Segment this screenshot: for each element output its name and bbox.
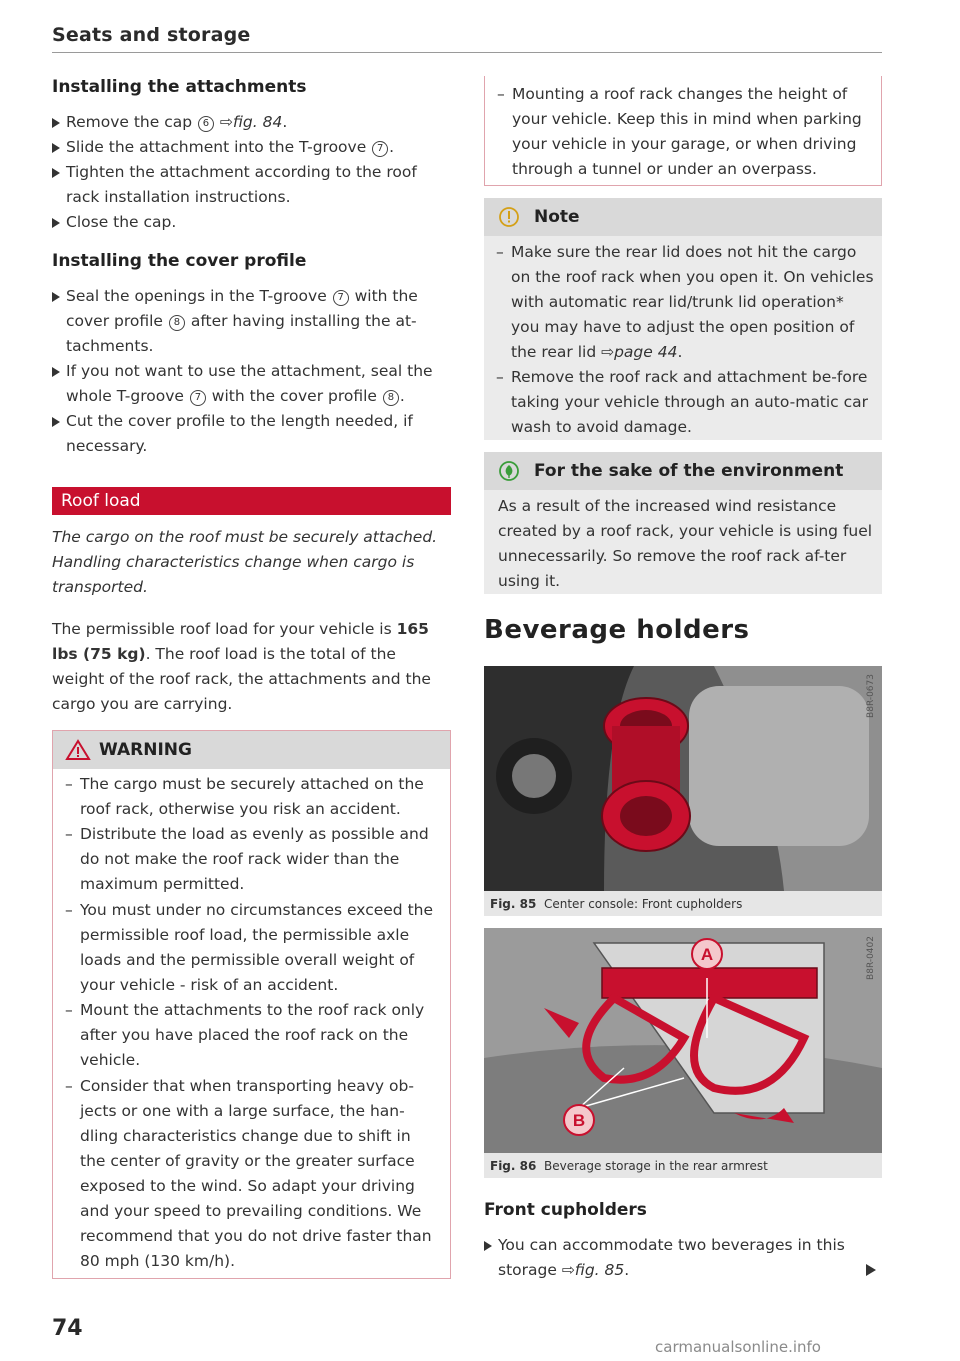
photo-code: B8R-0673 <box>866 674 876 718</box>
list-item: Remove the cap 6 ⇨fig. 84. <box>52 110 452 135</box>
list-item: – Distribute the load as evenly as possible and do not make the roof rack wider than the maximum permitted. <box>65 825 429 893</box>
environment-text: As a result of the increased wind resistance created by a roof rack, your vehicle is using fuel unnecessarily. So remove the roof rack af-ter using it. <box>498 497 873 590</box>
header-rule <box>52 52 882 53</box>
photo-code: B8R-0402 <box>866 936 876 980</box>
bullet-triangle-icon <box>484 1241 492 1251</box>
list-item: Tighten the attachment according to the roof rack installation instructions. <box>52 160 442 210</box>
callout-number: 6 <box>198 116 214 132</box>
warning-header <box>53 731 450 769</box>
callout-number: 8 <box>169 315 185 331</box>
installing-attachments-heading: Installing the attachments <box>52 77 307 97</box>
note-header <box>484 198 882 236</box>
roof-load-heading: Roof load <box>52 487 451 515</box>
list-item: – Make sure the rear lid does not hit the cargo on the roof rack when you open it. On vehicles with automatic rear lid/trunk lid operation* you may have to adjust the open position of the rear lid ⇨page 44. <box>496 243 874 361</box>
beverage-holders-heading: Beverage holders <box>484 615 750 645</box>
warning-triangle-icon <box>65 739 91 761</box>
callout-b-label: B <box>572 1111 586 1130</box>
leaf-environment-icon <box>498 460 520 482</box>
callout-number: 8 <box>383 390 399 406</box>
bullet-triangle-icon <box>52 118 60 128</box>
figure-86-caption: Fig. 86 Beverage storage in the rear armrest <box>490 1159 768 1173</box>
bullet-triangle-icon <box>52 218 60 228</box>
bullet-triangle-icon <box>52 168 60 178</box>
page-reference-link[interactable]: ⇨page 44 <box>601 343 678 361</box>
note-info-icon <box>498 206 520 228</box>
list-item: If you not want to use the attachment, seal the whole T-groove 7 with the cover profile 8 . <box>52 359 452 409</box>
list-item: Cut the cover profile to the length needed, if necessary. <box>52 409 437 459</box>
list-item: – Consider that when transporting heavy ob-jects or one with a large surface, the han-dling characteristics change due to shift in the center of gravity or the greater surface exposed to the wind. So adapt your driving and your speed to prevailing conditions. We recommend that you do not drive faster than 80 mph (130 km/h). <box>65 1077 432 1270</box>
continue-arrow-icon <box>866 1264 876 1276</box>
list-item: You can accommodate two beverages in this storage ⇨fig. 85. <box>484 1233 864 1283</box>
note-title: Note <box>534 207 580 227</box>
roof-load-intro: The cargo on the roof must be securely attached. Handling characteristics change when cargo is transported. <box>52 528 438 596</box>
warning-title: WARNING <box>99 740 192 760</box>
callout-number: 7 <box>333 290 349 306</box>
roof-load-body: The permissible roof load for your vehicle is 165 lbs (75 kg). The roof load is the total of the weight of the roof rack, the attachments and the cargo you are carrying. <box>52 620 431 713</box>
list-item: – Remove the roof rack and attachment be-fore taking your vehicle through an auto-matic car wash to avoid damage. <box>496 368 869 436</box>
environment-title: For the sake of the environment <box>534 461 844 481</box>
figure-86 <box>484 928 882 1178</box>
page-number: 74 <box>52 1316 83 1341</box>
warning-continued-box <box>484 76 882 186</box>
rear-armrest-illustration <box>484 928 882 1153</box>
bullet-triangle-icon <box>52 292 60 302</box>
callout-number: 7 <box>190 390 206 406</box>
figure-85-caption: Fig. 85 Center console: Front cupholders <box>490 897 743 911</box>
note-box <box>484 198 882 440</box>
fig-reference-link[interactable]: ⇨fig. 84 <box>219 113 283 131</box>
front-cupholders-illustration <box>484 666 882 891</box>
running-head: Seats and storage <box>52 24 251 46</box>
list-item: – Mount the attachments to the roof rack only after you have placed the roof rack on the vehicle. <box>65 1001 425 1069</box>
watermark: carmanualsonline.info <box>655 1338 821 1356</box>
environment-header <box>484 452 882 490</box>
list-item: Seal the openings in the T-groove 7 with the cover profile 8 after having installing the at-tachments. <box>52 284 444 359</box>
callout-a-label: A <box>700 945 714 964</box>
list-item: – Mounting a roof rack changes the height of your vehicle. Keep this in mind when parking your vehicle in your garage, or when driving through a tunnel or under an overpass. <box>497 85 862 178</box>
figure-85 <box>484 666 882 916</box>
environment-box <box>484 452 882 594</box>
list-item: – The cargo must be securely attached on the roof rack, otherwise you risk an accident. <box>65 775 424 818</box>
bullet-triangle-icon <box>52 143 60 153</box>
bullet-triangle-icon <box>52 367 60 377</box>
bullet-triangle-icon <box>52 417 60 427</box>
list-item: – You must under no circumstances exceed the permissible roof load, the permissible axle loads and the permissible overall weight of your vehicle - risk of an accident. <box>65 901 434 994</box>
callout-number: 7 <box>372 141 388 157</box>
list-item: Close the cap. <box>52 210 442 235</box>
fig-reference-link[interactable]: ⇨fig. 85 <box>561 1261 625 1279</box>
installing-cover-heading: Installing the cover profile <box>52 251 307 271</box>
warning-box <box>52 730 451 1279</box>
list-item: Slide the attachment into the T-groove 7 . <box>52 135 452 160</box>
front-cupholders-heading: Front cupholders <box>484 1200 647 1220</box>
